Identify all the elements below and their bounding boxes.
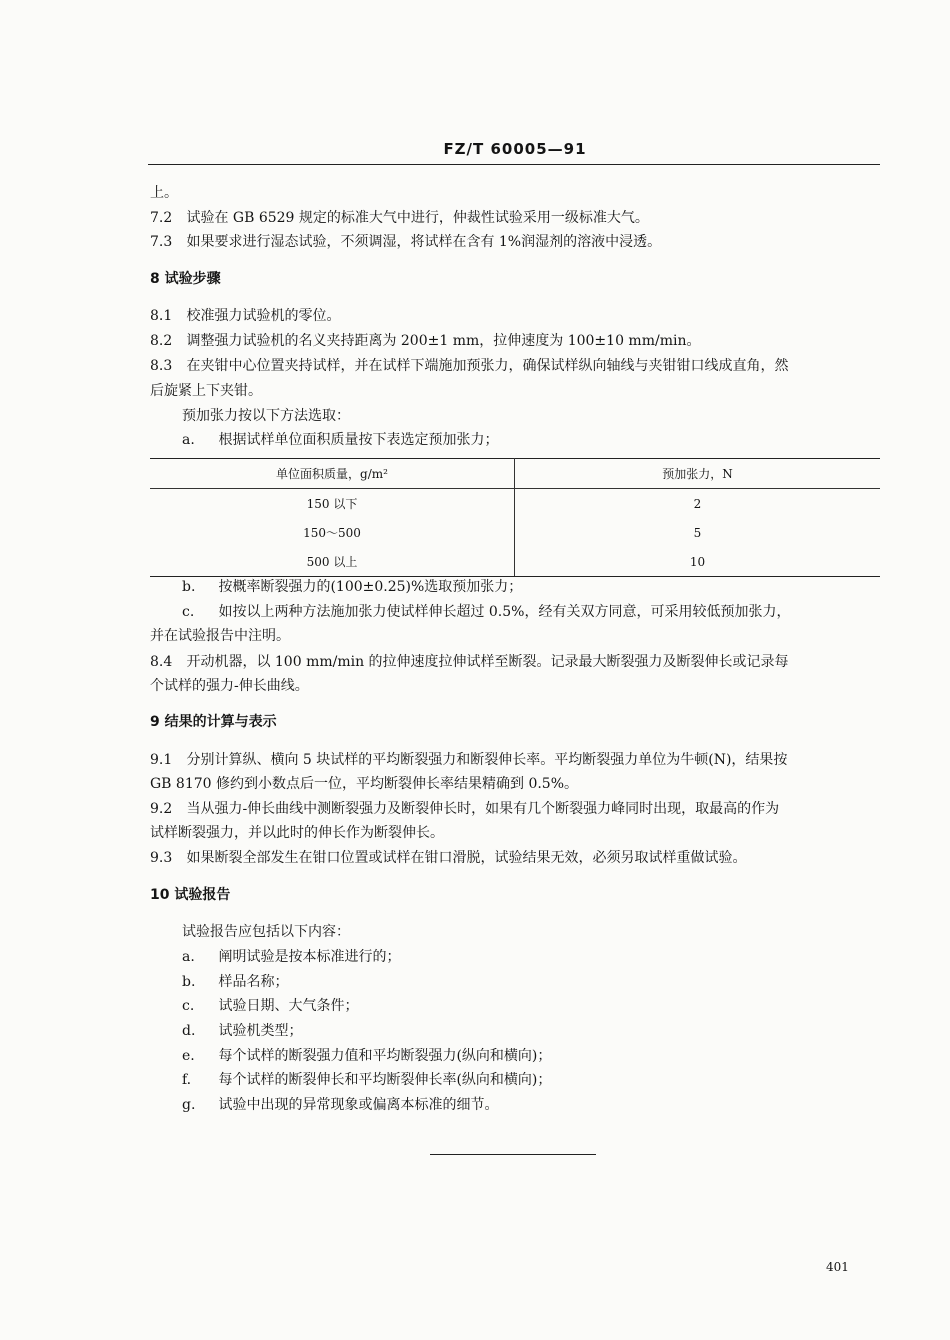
item-letter: b. [182, 579, 196, 595]
clause-7-2 [150, 209, 649, 227]
page-number: 401 [826, 1260, 849, 1274]
clause-8-2 [150, 332, 700, 350]
clause-9-2-cont: 试样断裂强力，并以此时的伸长作为断裂伸长。 [150, 825, 444, 841]
column-header-tension: 预加张力，N [515, 459, 881, 489]
report-item-g [182, 1096, 498, 1114]
clause-number: 8.3 [150, 358, 173, 374]
item-c-cont: 并在试验报告中注明。 [150, 628, 290, 644]
item-text: 试验中出现的异常现象或偏离本标准的细节。 [218, 1097, 499, 1113]
item-letter: c. [182, 604, 195, 620]
end-of-document-rule [430, 1154, 596, 1155]
clause-text: 当从强力-伸长曲线中测断裂强力及断裂伸长时，如果有几个断裂强力峰同时出现，取最高的作为 [186, 801, 780, 817]
table-header-row [150, 459, 880, 489]
clause-number: 7.2 [150, 210, 173, 226]
pretension-table [150, 458, 880, 577]
clause-text: 在夹钳中心位置夹持试样，并在试样下端施加预张力，确保试样纵向轴线与夹钳钳口线成直角，然 [186, 358, 789, 374]
report-item-a [182, 948, 400, 966]
clause-number: 9.2 [150, 801, 173, 817]
item-text: 每个试样的断裂伸长和平均断裂伸长率(纵向和横向)； [218, 1072, 552, 1088]
item-a [182, 431, 498, 449]
clause-7-3 [150, 233, 661, 251]
table-cell: 500 以上 [150, 547, 515, 577]
report-item-f [182, 1071, 551, 1089]
table-cell: 150 以下 [150, 489, 515, 519]
item-letter: a. [182, 432, 195, 448]
clause-text: 开动机器，以 100 mm/min 的拉伸速度拉伸试样至断裂。记录最大断裂强力及断裂伸长或记录每 [186, 654, 789, 670]
item-text: 如按以上两种方法施加张力使试样伸长超过 0.5%，经有关双方同意，可采用较低预加张力， [218, 604, 791, 620]
clause-9-1-cont: GB 8170 修约到小数点后一位，平均断裂伸长率结果精确到 0.5%。 [150, 776, 579, 792]
clause-text: 校准强力试验机的零位。 [186, 308, 341, 324]
item-text: 试验日期、大气条件； [218, 998, 359, 1014]
item-text: 样品名称； [218, 974, 289, 990]
section-8-title: 8 试验步骤 [150, 271, 221, 287]
table-cell: 2 [693, 496, 702, 511]
item-c [182, 603, 790, 621]
clause-8-3 [150, 357, 788, 375]
item-letter: d. [182, 1023, 196, 1039]
report-item-c [182, 997, 358, 1015]
clause-text: 分别计算纵、横向 5 块试样的平均断裂强力和断裂伸长率。平均断裂强力单位为牛顿(N)，结果按 [186, 752, 788, 768]
item-text: 按概率断裂强力的(100±0.25)%选取预加张力； [218, 579, 523, 595]
table-row [150, 547, 880, 577]
clause-8-3-cont: 后旋紧上下夹钳。 [150, 383, 262, 399]
item-letter: e. [182, 1048, 195, 1064]
standard-number-header: FZ/T 60005—91 [443, 140, 587, 158]
clause-9-2 [150, 800, 779, 818]
item-letter: g. [182, 1097, 196, 1113]
item-letter: a. [182, 949, 195, 965]
item-text: 每个试样的断裂强力值和平均断裂强力(纵向和横向)； [218, 1048, 552, 1064]
clause-number: 9.1 [150, 752, 173, 768]
clause-9-3 [150, 849, 746, 867]
clause-number: 7.3 [150, 234, 173, 250]
clause-8-1 [150, 307, 340, 325]
item-letter: b. [182, 974, 196, 990]
item-text: 阐明试验是按本标准进行的； [218, 949, 401, 965]
clause-text: 试验在 GB 6529 规定的标准大气中进行，仲裁性试验采用一级标准大气。 [186, 210, 649, 226]
item-b [182, 578, 522, 596]
report-item-d [182, 1022, 302, 1040]
section-10-title: 10 试验报告 [150, 887, 231, 903]
clause-number: 8.2 [150, 333, 173, 349]
table-row [150, 518, 880, 547]
clause-number: 8.1 [150, 308, 173, 324]
item-letter: c. [182, 998, 195, 1014]
clause-9-1 [150, 751, 787, 769]
section-9-title: 9 结果的计算与表示 [150, 714, 277, 730]
clause-text: 调整强力试验机的名义夹持距离为 200±1 mm，拉伸速度为 100±10 mm/min。 [186, 333, 701, 349]
report-item-e [182, 1047, 551, 1065]
report-intro: 试验报告应包括以下内容： [182, 924, 350, 940]
column-header-mass: 单位面积质量，g/m² [150, 459, 515, 489]
pretension-intro: 预加张力按以下方法选取： [182, 408, 350, 424]
table-row [150, 489, 880, 519]
clause-text: 如果断裂全部发生在钳口位置或试样在钳口滑脱，试验结果无效，必须另取试样重做试验。 [186, 850, 747, 866]
clause-number: 8.4 [150, 654, 173, 670]
report-item-b [182, 973, 288, 991]
header-rule [148, 164, 880, 165]
table-cell: 150～500 [150, 518, 515, 547]
continuation-text: 上。 [150, 185, 178, 201]
clause-8-4-cont: 个试样的强力-伸长曲线。 [150, 678, 309, 694]
item-letter: f. [182, 1072, 192, 1088]
clause-text: 如果要求进行湿态试验，不须调湿，将试样在含有 1%润湿剂的溶液中浸透。 [186, 234, 662, 250]
table-cell: 10 [515, 547, 881, 577]
table-cell: 5 [693, 525, 702, 540]
item-text: 根据试样单位面积质量按下表选定预加张力； [218, 432, 499, 448]
clause-8-4 [150, 653, 789, 671]
clause-number: 9.3 [150, 850, 173, 866]
item-text: 试验机类型； [218, 1023, 303, 1039]
